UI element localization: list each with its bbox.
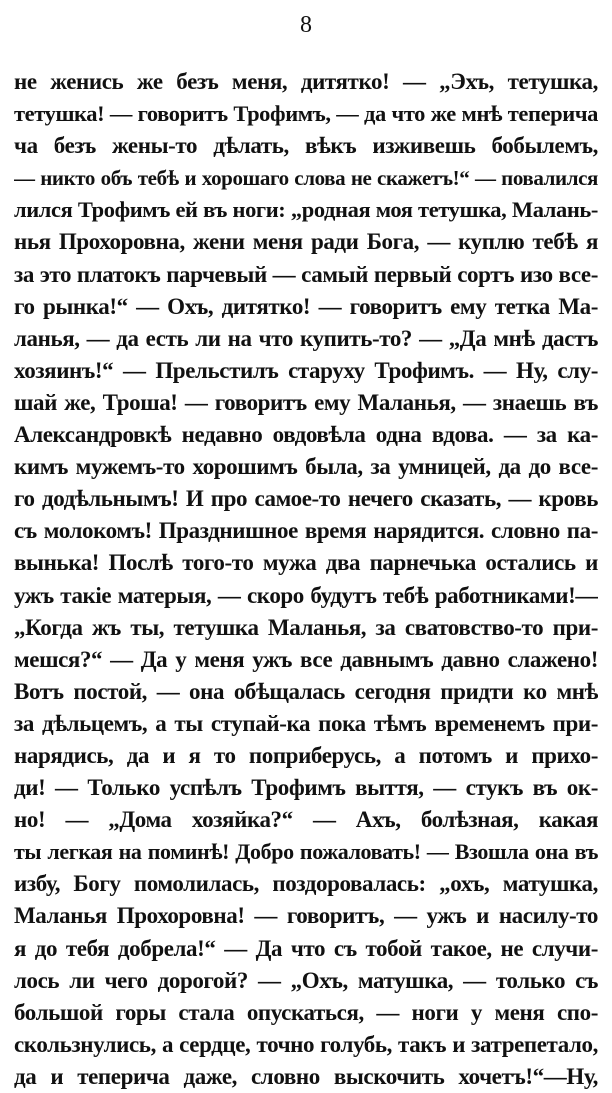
- text-line: — никто объ тебѣ и хорошаго слова не скажетъ!“ — повалился: [14, 166, 598, 191]
- text-line: лился Трофимъ ей въ ноги: „родная моя тетушка, Малань-: [14, 197, 598, 223]
- text-line: ди! — Только успѣлъ Трофимъ выття, — стукъ въ ок-: [14, 775, 598, 801]
- text-line: кимъ мужемъ-то хорошимъ была, за умницей, да до все-: [14, 454, 598, 480]
- text-line: хозяинъ!“ — Прельстилъ старуху Трофимъ. — Ну, слу-: [14, 357, 598, 383]
- text-line: нарядись, да и я то поприберусь, а потомъ и прихо-: [14, 742, 598, 768]
- text-line: я до тебя добрела!“ — Да что съ тобой такое, не случи-: [14, 935, 598, 961]
- text-line: мешся?“ — Да у меня ужъ все давнымъ давно слажено!: [14, 646, 598, 672]
- text-line: избу, Богу помолилась, поздоровалась: „охъ, матушка,: [14, 871, 598, 897]
- text-line: за это платокъ парчевый — самый первый сортъ изо все-: [14, 261, 598, 287]
- text-line: Александровкѣ недавно овдовѣла одна вдова. — за ка-: [14, 422, 598, 448]
- text-line: да и теперича даже, словно выскочить хочетъ!“—Ну,: [14, 1063, 598, 1089]
- text-line: ты легкая на поминѣ! Добро пожаловать! — Взошла она въ: [14, 839, 598, 865]
- text-line: „Когда жъ ты, тетушка Маланья, за сватовство-то при-: [14, 614, 598, 640]
- text-line: шай же, Троша! — говоритъ ему Маланья, — знаешь въ: [14, 389, 598, 415]
- text-line: ужъ такіе матерыя, — скоро будутъ тебѣ работниками!—: [14, 582, 598, 608]
- text-line: вынька! Послѣ того-то мужа два парнечька остались и: [14, 550, 598, 576]
- text-line: но! — „Дома хозяйка?“ — Ахъ, болѣзная, какая: [14, 807, 598, 833]
- text-line: го додѣльнымъ! И про самое-то нечего сказать, — кровь: [14, 486, 598, 512]
- text-line: тетушка! — говоритъ Трофимъ, — да что же мнѣ теперича: [14, 101, 598, 127]
- text-line: скользнулись, а сердце, точно голубь, такъ и затрепетало,: [14, 1031, 598, 1057]
- text-line: Вотъ постой, — она обѣщалась сегодня придти ко мнѣ: [14, 678, 598, 704]
- text-line: съ молокомъ! Празднишное время нарядится. словно па-: [14, 518, 598, 544]
- text-line: лось ли чего дорогой? — „Охъ, матушка, — только съ: [14, 967, 598, 993]
- text-line: ча безъ жены-то дѣлать, вѣкъ изживешь бобылемъ,: [14, 133, 598, 159]
- text-line: ланья, — да есть ли на что купить-то? — „Да мнѣ дастъ: [14, 325, 598, 351]
- text-line: нья Прохоровна, жени меня ради Бога, — куплю тебѣ я: [14, 229, 598, 255]
- text-line: не женись же безъ меня, дитятко! — „Эхъ, тетушка,: [14, 69, 598, 94]
- page-body-text: [14, 66, 598, 1093]
- text-line: го рынка!“ — Охъ, дитятко! — говоритъ ему тетка Ма-: [14, 293, 598, 319]
- text-line: за дѣльцемъ, а ты ступай-ка пока тѣмъ временемъ при-: [14, 710, 598, 736]
- page-number: 8: [300, 12, 312, 38]
- text-line: Маланья Прохоровна! — говоритъ, — ужъ и насилу-то: [14, 903, 598, 929]
- text-line: большой горы стала опускаться, — ноги у меня спо-: [14, 999, 598, 1025]
